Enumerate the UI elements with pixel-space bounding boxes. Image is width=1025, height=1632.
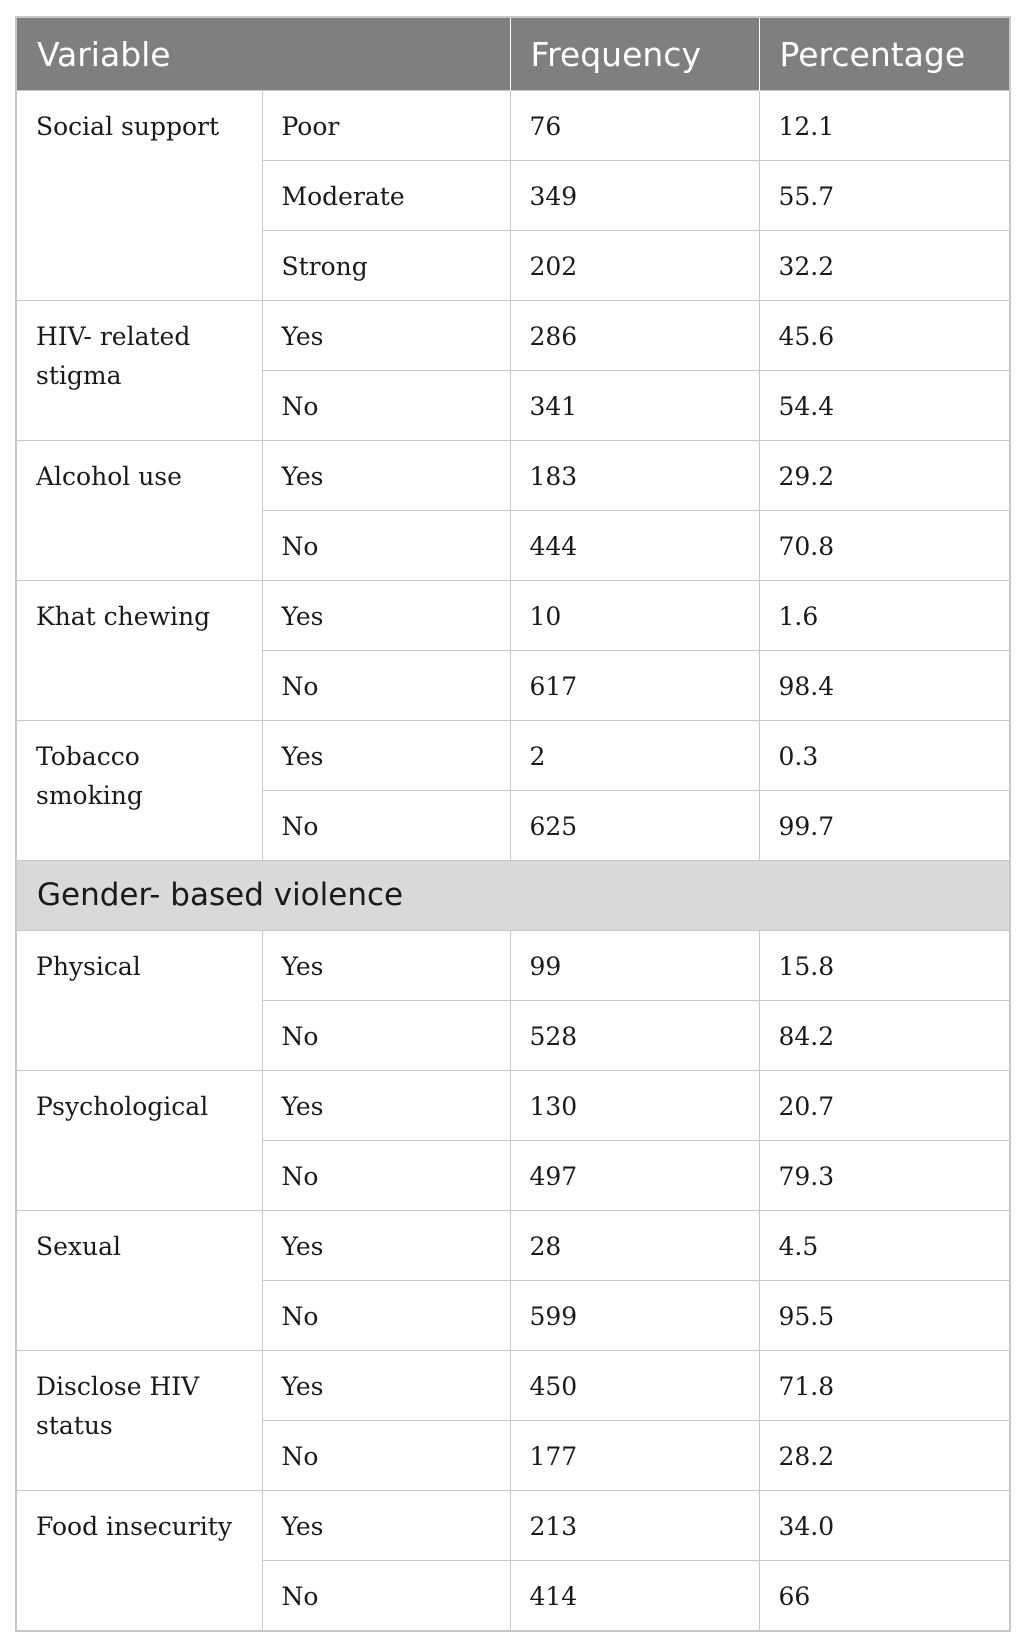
table-row bbox=[16, 1351, 1010, 1421]
variable-cell: HIV- related stigma bbox=[16, 301, 262, 441]
category-cell: Yes bbox=[262, 1351, 510, 1421]
percentage-cell: 28.2 bbox=[759, 1421, 1010, 1491]
variable-cell: Sexual bbox=[16, 1211, 262, 1351]
category-cell: Yes bbox=[262, 1491, 510, 1561]
frequency-cell: 202 bbox=[510, 231, 759, 301]
percentage-cell: 98.4 bbox=[759, 651, 1010, 721]
frequency-cell: 2 bbox=[510, 721, 759, 791]
variable-cell: Social support bbox=[16, 91, 262, 301]
frequency-cell: 130 bbox=[510, 1071, 759, 1141]
percentage-cell: 66 bbox=[759, 1561, 1010, 1632]
header-variable: Variable bbox=[16, 17, 510, 91]
percentage-cell: 71.8 bbox=[759, 1351, 1010, 1421]
category-cell: No bbox=[262, 1001, 510, 1071]
category-cell: No bbox=[262, 791, 510, 861]
section-row bbox=[16, 861, 1010, 931]
section-title: Gender- based violence bbox=[16, 861, 1010, 931]
table-row bbox=[16, 301, 1010, 371]
percentage-cell: 45.6 bbox=[759, 301, 1010, 371]
frequency-cell: 213 bbox=[510, 1491, 759, 1561]
percentage-cell: 29.2 bbox=[759, 441, 1010, 511]
category-cell: Yes bbox=[262, 301, 510, 371]
category-cell: No bbox=[262, 1281, 510, 1351]
frequency-cell: 28 bbox=[510, 1211, 759, 1281]
percentage-cell: 15.8 bbox=[759, 931, 1010, 1001]
category-cell: No bbox=[262, 1421, 510, 1491]
table-container bbox=[15, 16, 1009, 1632]
category-cell: Moderate bbox=[262, 161, 510, 231]
percentage-cell: 79.3 bbox=[759, 1141, 1010, 1211]
header-frequency: Frequency bbox=[510, 17, 759, 91]
category-cell: Strong bbox=[262, 231, 510, 301]
percentage-cell: 32.2 bbox=[759, 231, 1010, 301]
category-cell: Yes bbox=[262, 1211, 510, 1281]
variable-cell: Psychological bbox=[16, 1071, 262, 1211]
frequency-cell: 414 bbox=[510, 1561, 759, 1632]
frequency-cell: 497 bbox=[510, 1141, 759, 1211]
variable-cell: Physical bbox=[16, 931, 262, 1071]
frequency-cell: 528 bbox=[510, 1001, 759, 1071]
frequency-cell: 76 bbox=[510, 91, 759, 161]
variable-cell: Alcohol use bbox=[16, 441, 262, 581]
category-cell: Poor bbox=[262, 91, 510, 161]
percentage-cell: 54.4 bbox=[759, 371, 1010, 441]
category-cell: Yes bbox=[262, 581, 510, 651]
percentage-cell: 20.7 bbox=[759, 1071, 1010, 1141]
percentage-cell: 70.8 bbox=[759, 511, 1010, 581]
frequency-cell: 450 bbox=[510, 1351, 759, 1421]
frequency-cell: 617 bbox=[510, 651, 759, 721]
frequency-cell: 183 bbox=[510, 441, 759, 511]
percentage-cell: 4.5 bbox=[759, 1211, 1010, 1281]
category-cell: No bbox=[262, 1141, 510, 1211]
percentage-cell: 99.7 bbox=[759, 791, 1010, 861]
category-cell: No bbox=[262, 511, 510, 581]
frequency-cell: 599 bbox=[510, 1281, 759, 1351]
frequency-cell: 341 bbox=[510, 371, 759, 441]
table-row bbox=[16, 931, 1010, 1001]
table-row bbox=[16, 441, 1010, 511]
table-row bbox=[16, 1071, 1010, 1141]
variable-cell: Food insecurity bbox=[16, 1491, 262, 1632]
variable-cell: Disclose HIV status bbox=[16, 1351, 262, 1491]
table-row bbox=[16, 1491, 1010, 1561]
category-cell: Yes bbox=[262, 931, 510, 1001]
table-row bbox=[16, 721, 1010, 791]
header-row bbox=[16, 17, 1010, 91]
percentage-cell: 55.7 bbox=[759, 161, 1010, 231]
category-cell: Yes bbox=[262, 441, 510, 511]
frequency-cell: 625 bbox=[510, 791, 759, 861]
percentage-cell: 1.6 bbox=[759, 581, 1010, 651]
category-cell: Yes bbox=[262, 721, 510, 791]
category-cell: Yes bbox=[262, 1071, 510, 1141]
frequency-cell: 349 bbox=[510, 161, 759, 231]
percentage-cell: 84.2 bbox=[759, 1001, 1010, 1071]
frequency-cell: 444 bbox=[510, 511, 759, 581]
table-row bbox=[16, 581, 1010, 651]
percentage-cell: 34.0 bbox=[759, 1491, 1010, 1561]
table-body bbox=[16, 91, 1010, 1632]
frequency-cell: 10 bbox=[510, 581, 759, 651]
category-cell: No bbox=[262, 651, 510, 721]
variable-cell: Tobacco smoking bbox=[16, 721, 262, 861]
variable-cell: Khat chewing bbox=[16, 581, 262, 721]
percentage-cell: 0.3 bbox=[759, 721, 1010, 791]
category-cell: No bbox=[262, 1561, 510, 1632]
table-row bbox=[16, 91, 1010, 161]
percentage-cell: 95.5 bbox=[759, 1281, 1010, 1351]
table-row bbox=[16, 1211, 1010, 1281]
frequency-cell: 177 bbox=[510, 1421, 759, 1491]
category-cell: No bbox=[262, 371, 510, 441]
data-table bbox=[15, 16, 1011, 1632]
header-percentage: Percentage bbox=[759, 17, 1010, 91]
frequency-cell: 286 bbox=[510, 301, 759, 371]
percentage-cell: 12.1 bbox=[759, 91, 1010, 161]
frequency-cell: 99 bbox=[510, 931, 759, 1001]
